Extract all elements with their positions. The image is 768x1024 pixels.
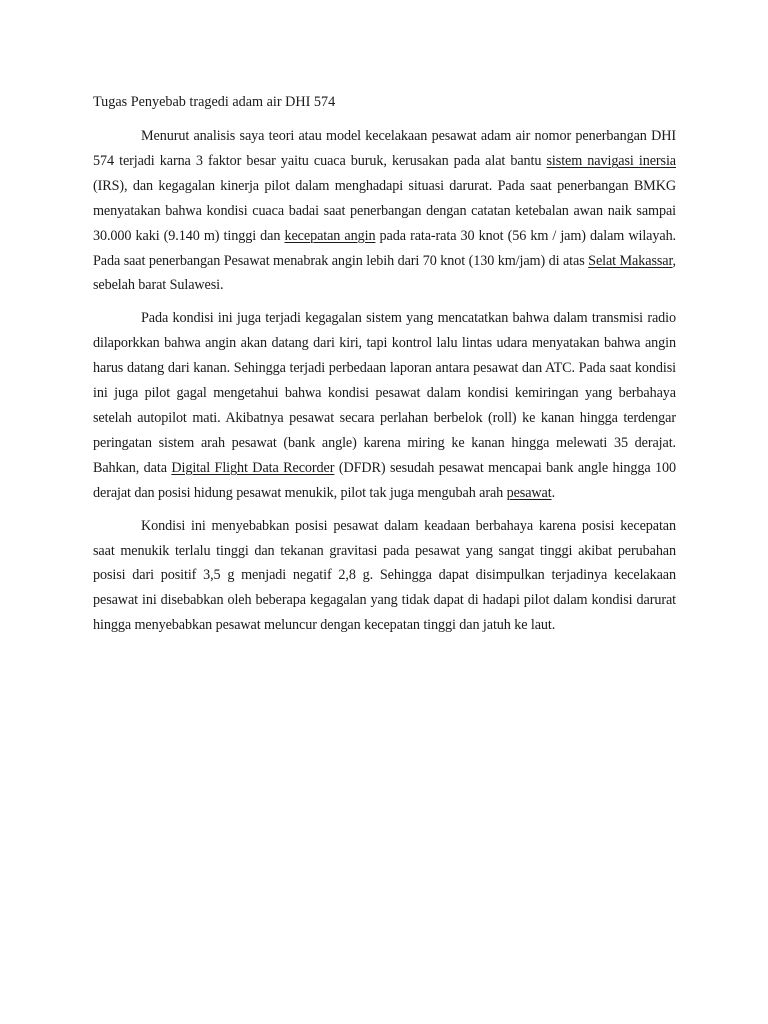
paragraph-1-text-1: Menurut analisis saya teori atau model kecelakaan pesawat adam air nomor penerbangan DHI 574 terjadi karna 3 faktor besar yaitu cuaca buruk, kerusakan pada alat bantu bbox=[93, 128, 676, 169]
document-title: Tugas Penyebab tragedi adam air DHI 574 bbox=[93, 94, 336, 110]
paragraph-3 bbox=[93, 514, 676, 639]
paragraph-2-text-1: Pada kondisi ini juga terjadi kegagalan sistem yang mencatatkan bahwa dalam transmisi radio dilaporkkan bahwa angin akan datang dari kiri, tapi kontrol lalu lintas udara menyatakan bahwa angin harus datang dari kanan. Sehingga terjadi perbedaan laporan antara pesawat dan ATC. Pada saat kondisi ini juga pilot gagal mengetahui bahwa kondisi pesawat dalam kondisi kemiringan yang berbahaya setelah autopilot mati. Akibatnya pesawat secara perlahan berbelok (roll) ke kanan hingga terdengar peringatan sistem arah pesawat (bank angle) karena miring ke kanan hingga melewati 35 derajat. Bahkan, data bbox=[93, 310, 676, 476]
paragraph-1-text-4: , sebelah barat Sulawesi. bbox=[93, 252, 676, 294]
paragraph-3-text-1: Kondisi ini menyebabkan posisi pesawat dalam keadaan berbahaya karena posisi kecepatan saat menukik terlalu tinggi dan tekanan gravitasi pada pesawat yang sangat tinggi akibat perubahan posisi dari positif 3,5 g menjadi negatif 2,8 g. Sehingga dapat disimpulkan terjadinya kecelakaan pesawat ini disebabkan oleh beberapa kegagalan yang tidak dapat di hadapi pilot dalam kondisi darurat hingga menyebabkan pesawat meluncur dengan kecepatan tinggi dan jatuh ke laut. bbox=[93, 517, 676, 634]
link-digital-flight-data-recorder[interactable]: Digital Flight Data Recorder bbox=[171, 459, 335, 476]
link-sistem-navigasi-inersia[interactable]: sistem navigasi inersia bbox=[546, 152, 677, 169]
paragraph-2-text-2: (DFDR) sesudah pesawat mencapai bank angle hingga 100 derajat dan posisi hidung pesawat menukik, pilot tak juga mengubah arah bbox=[93, 459, 676, 501]
link-pesawat[interactable]: pesawat bbox=[506, 484, 552, 501]
paragraph-2-text-3: . bbox=[551, 484, 556, 501]
paragraph-1 bbox=[93, 124, 676, 298]
link-kecepatan-angin[interactable]: kecepatan angin bbox=[284, 227, 376, 244]
paragraph-1-text-2: (IRS), dan kegagalan kinerja pilot dalam menghadapi situasi darurat. Pada saat penerbangan BMKG menyatakan bahwa kondisi cuaca badai saat penerbangan dengan catatan ketebalan awan naik sampai 30.000 kaki (9.140 m) tinggi dan bbox=[93, 177, 676, 244]
paragraph-2 bbox=[93, 306, 676, 505]
link-selat-makassar[interactable]: Selat Makassar bbox=[588, 252, 673, 269]
paragraph-1-text-3: pada rata-rata 30 knot (56 km / jam) dalam wilayah. Pada saat penerbangan Pesawat menabrak angin lebih dari 70 knot (130 km/jam) di atas bbox=[93, 227, 677, 269]
